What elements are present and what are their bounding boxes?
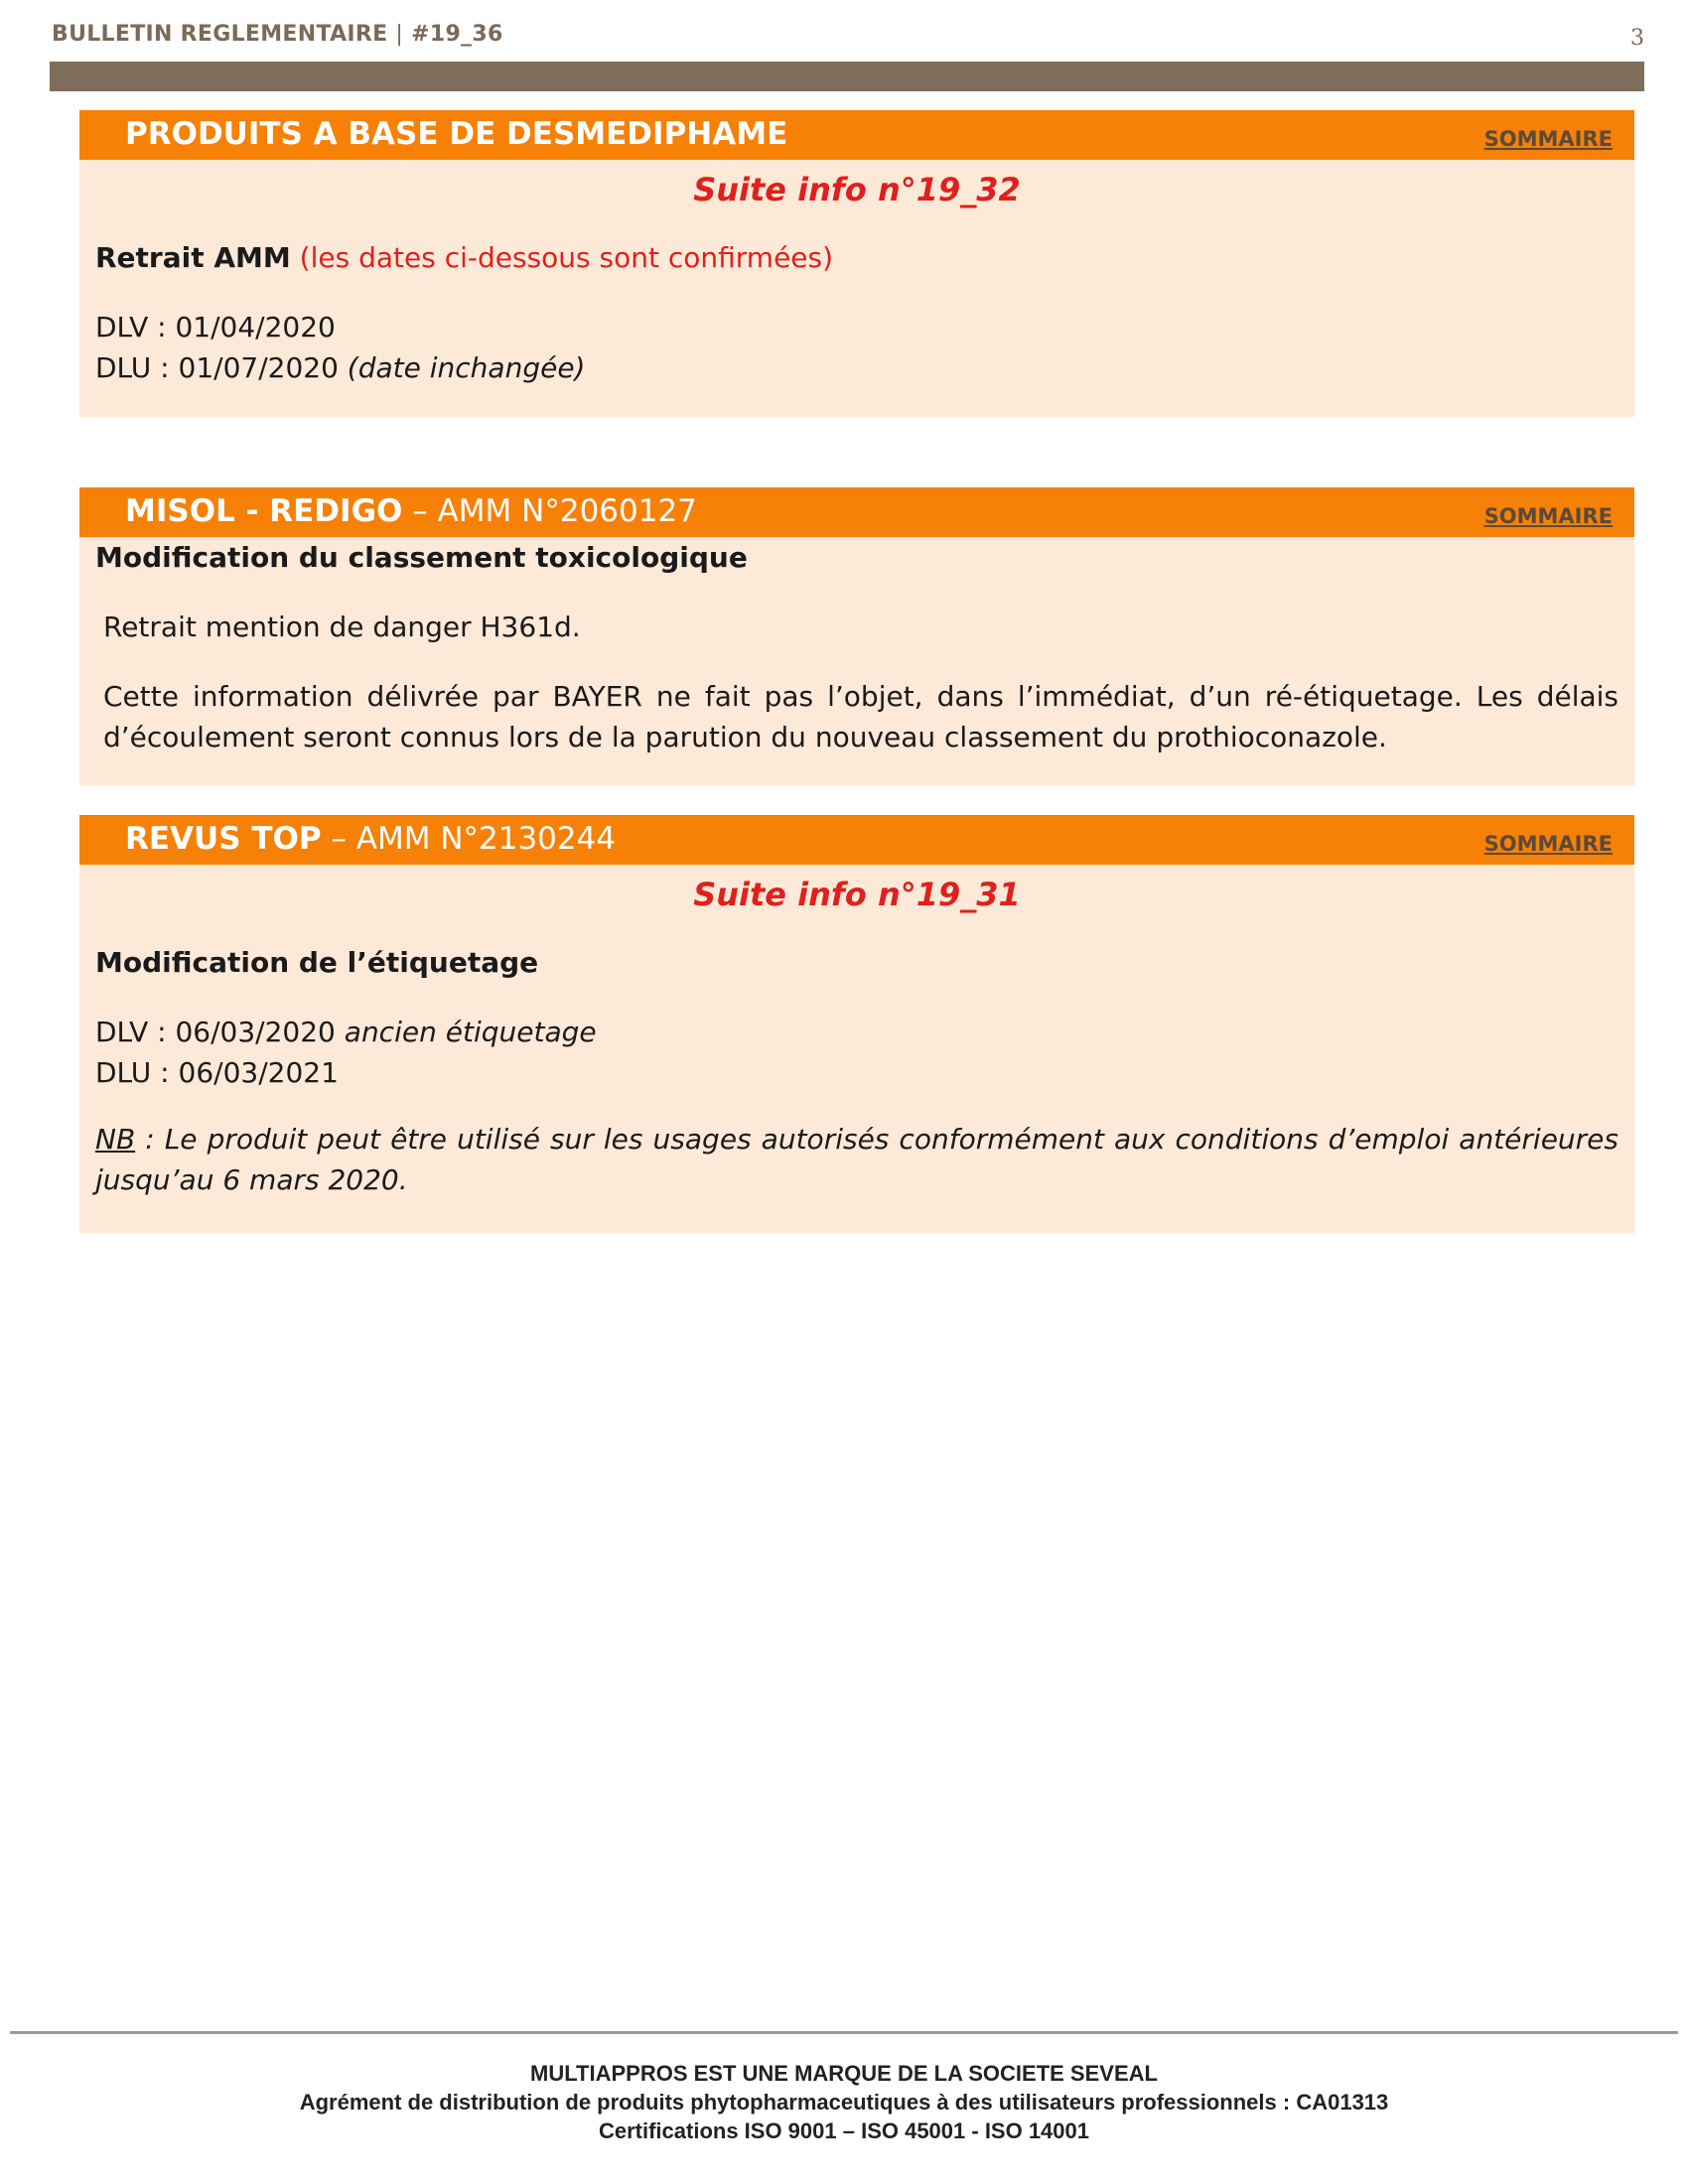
section-body xyxy=(79,865,1634,1200)
sommaire-link[interactable]: SOMMAIRE xyxy=(1483,504,1613,528)
section-title xyxy=(125,116,787,152)
dlv-note: ancien étiquetage xyxy=(344,1016,597,1048)
section-misol-redigo xyxy=(79,487,1634,785)
page-number: 3 xyxy=(1630,26,1644,51)
section-revus-top xyxy=(79,815,1634,1233)
bulletin-title-text: BULLETIN REGLEMENTAIRE xyxy=(52,22,388,47)
section-title-rest: – AMM N°2060127 xyxy=(402,493,697,529)
dlu-label: DLU : xyxy=(95,1056,179,1089)
title-separator: | xyxy=(395,22,404,47)
suite-info: Suite info n°19_32 xyxy=(693,171,1021,208)
bulletin-title xyxy=(52,22,503,47)
nb-label: NB xyxy=(95,1123,136,1156)
dlu-line xyxy=(95,1052,1618,1093)
dlu-note: (date inchangée) xyxy=(347,351,586,384)
section-title-rest: – AMM N°2130244 xyxy=(321,821,617,857)
section-desmediphame xyxy=(79,110,1634,417)
footer-agreement-line: Agrément de distribution de produits phytopharmaceutiques à des utilisateurs professionnels : CA01313 xyxy=(299,2090,1389,2115)
section-header xyxy=(79,487,1634,537)
heading-bold: Modification de l’étiquetage xyxy=(95,946,539,979)
dlu-value: 01/07/2020 xyxy=(178,351,339,384)
section-title-bold: PRODUITS A BASE DE DESMEDIPHAME xyxy=(125,116,788,152)
section-title-bold: MISOL - REDIGO xyxy=(125,493,403,529)
heading-bold: Retrait AMM xyxy=(95,241,291,274)
header-band xyxy=(50,62,1644,91)
heading-line xyxy=(95,237,1618,278)
footer-divider xyxy=(10,2031,1678,2034)
heading-note: (les dates ci-dessous sont confirmées) xyxy=(299,241,834,274)
danger-line: Retrait mention de danger H361d. xyxy=(103,611,581,643)
suite-info: Suite info n°19_31 xyxy=(693,876,1021,913)
section-header xyxy=(79,110,1634,160)
dlu-line xyxy=(95,347,1618,388)
dlv-label: DLV : xyxy=(95,1016,176,1048)
info-paragraph: Cette information délivrée par BAYER ne fait pas l’objet, dans l’immédiat, d’un ré-étiquetage. Les délais d’écoulement seront connus lors de la parution du nouveau classement du prothioconazole. xyxy=(103,680,1618,753)
dlv-value: 01/04/2020 xyxy=(175,311,336,343)
section-body xyxy=(79,160,1634,388)
dlu-label: DLU : xyxy=(95,351,179,384)
footer-brand-line: MULTIAPPROS EST UNE MARQUE DE LA SOCIETE SEVEAL xyxy=(530,2061,1158,2086)
dlv-line xyxy=(95,307,1618,347)
dlv-line xyxy=(95,1012,1618,1052)
sommaire-link[interactable]: SOMMAIRE xyxy=(1483,127,1613,151)
footer xyxy=(0,2059,1688,2145)
footer-certifications-line: Certifications ISO 9001 – ISO 45001 - ISO 14001 xyxy=(598,2118,1090,2143)
section-title xyxy=(125,493,697,529)
dlv-value: 06/03/2020 xyxy=(175,1016,336,1048)
heading-bold: Modification du classement toxicologique xyxy=(95,541,748,574)
sommaire-link[interactable]: SOMMAIRE xyxy=(1483,832,1613,856)
nb-paragraph xyxy=(95,1119,1618,1200)
section-header xyxy=(79,815,1634,865)
section-title xyxy=(125,821,616,857)
nb-text: : Le produit peut être utilisé sur les usages autorisés conformément aux conditions d’emploi antérieures jusqu’au 6 mars 2020. xyxy=(95,1123,1618,1196)
section-title-bold: REVUS TOP xyxy=(125,821,322,857)
dlu-value: 06/03/2021 xyxy=(178,1056,339,1089)
dlv-label: DLV : xyxy=(95,311,176,343)
issue-number: #19_36 xyxy=(411,22,503,47)
section-body xyxy=(79,537,1634,757)
